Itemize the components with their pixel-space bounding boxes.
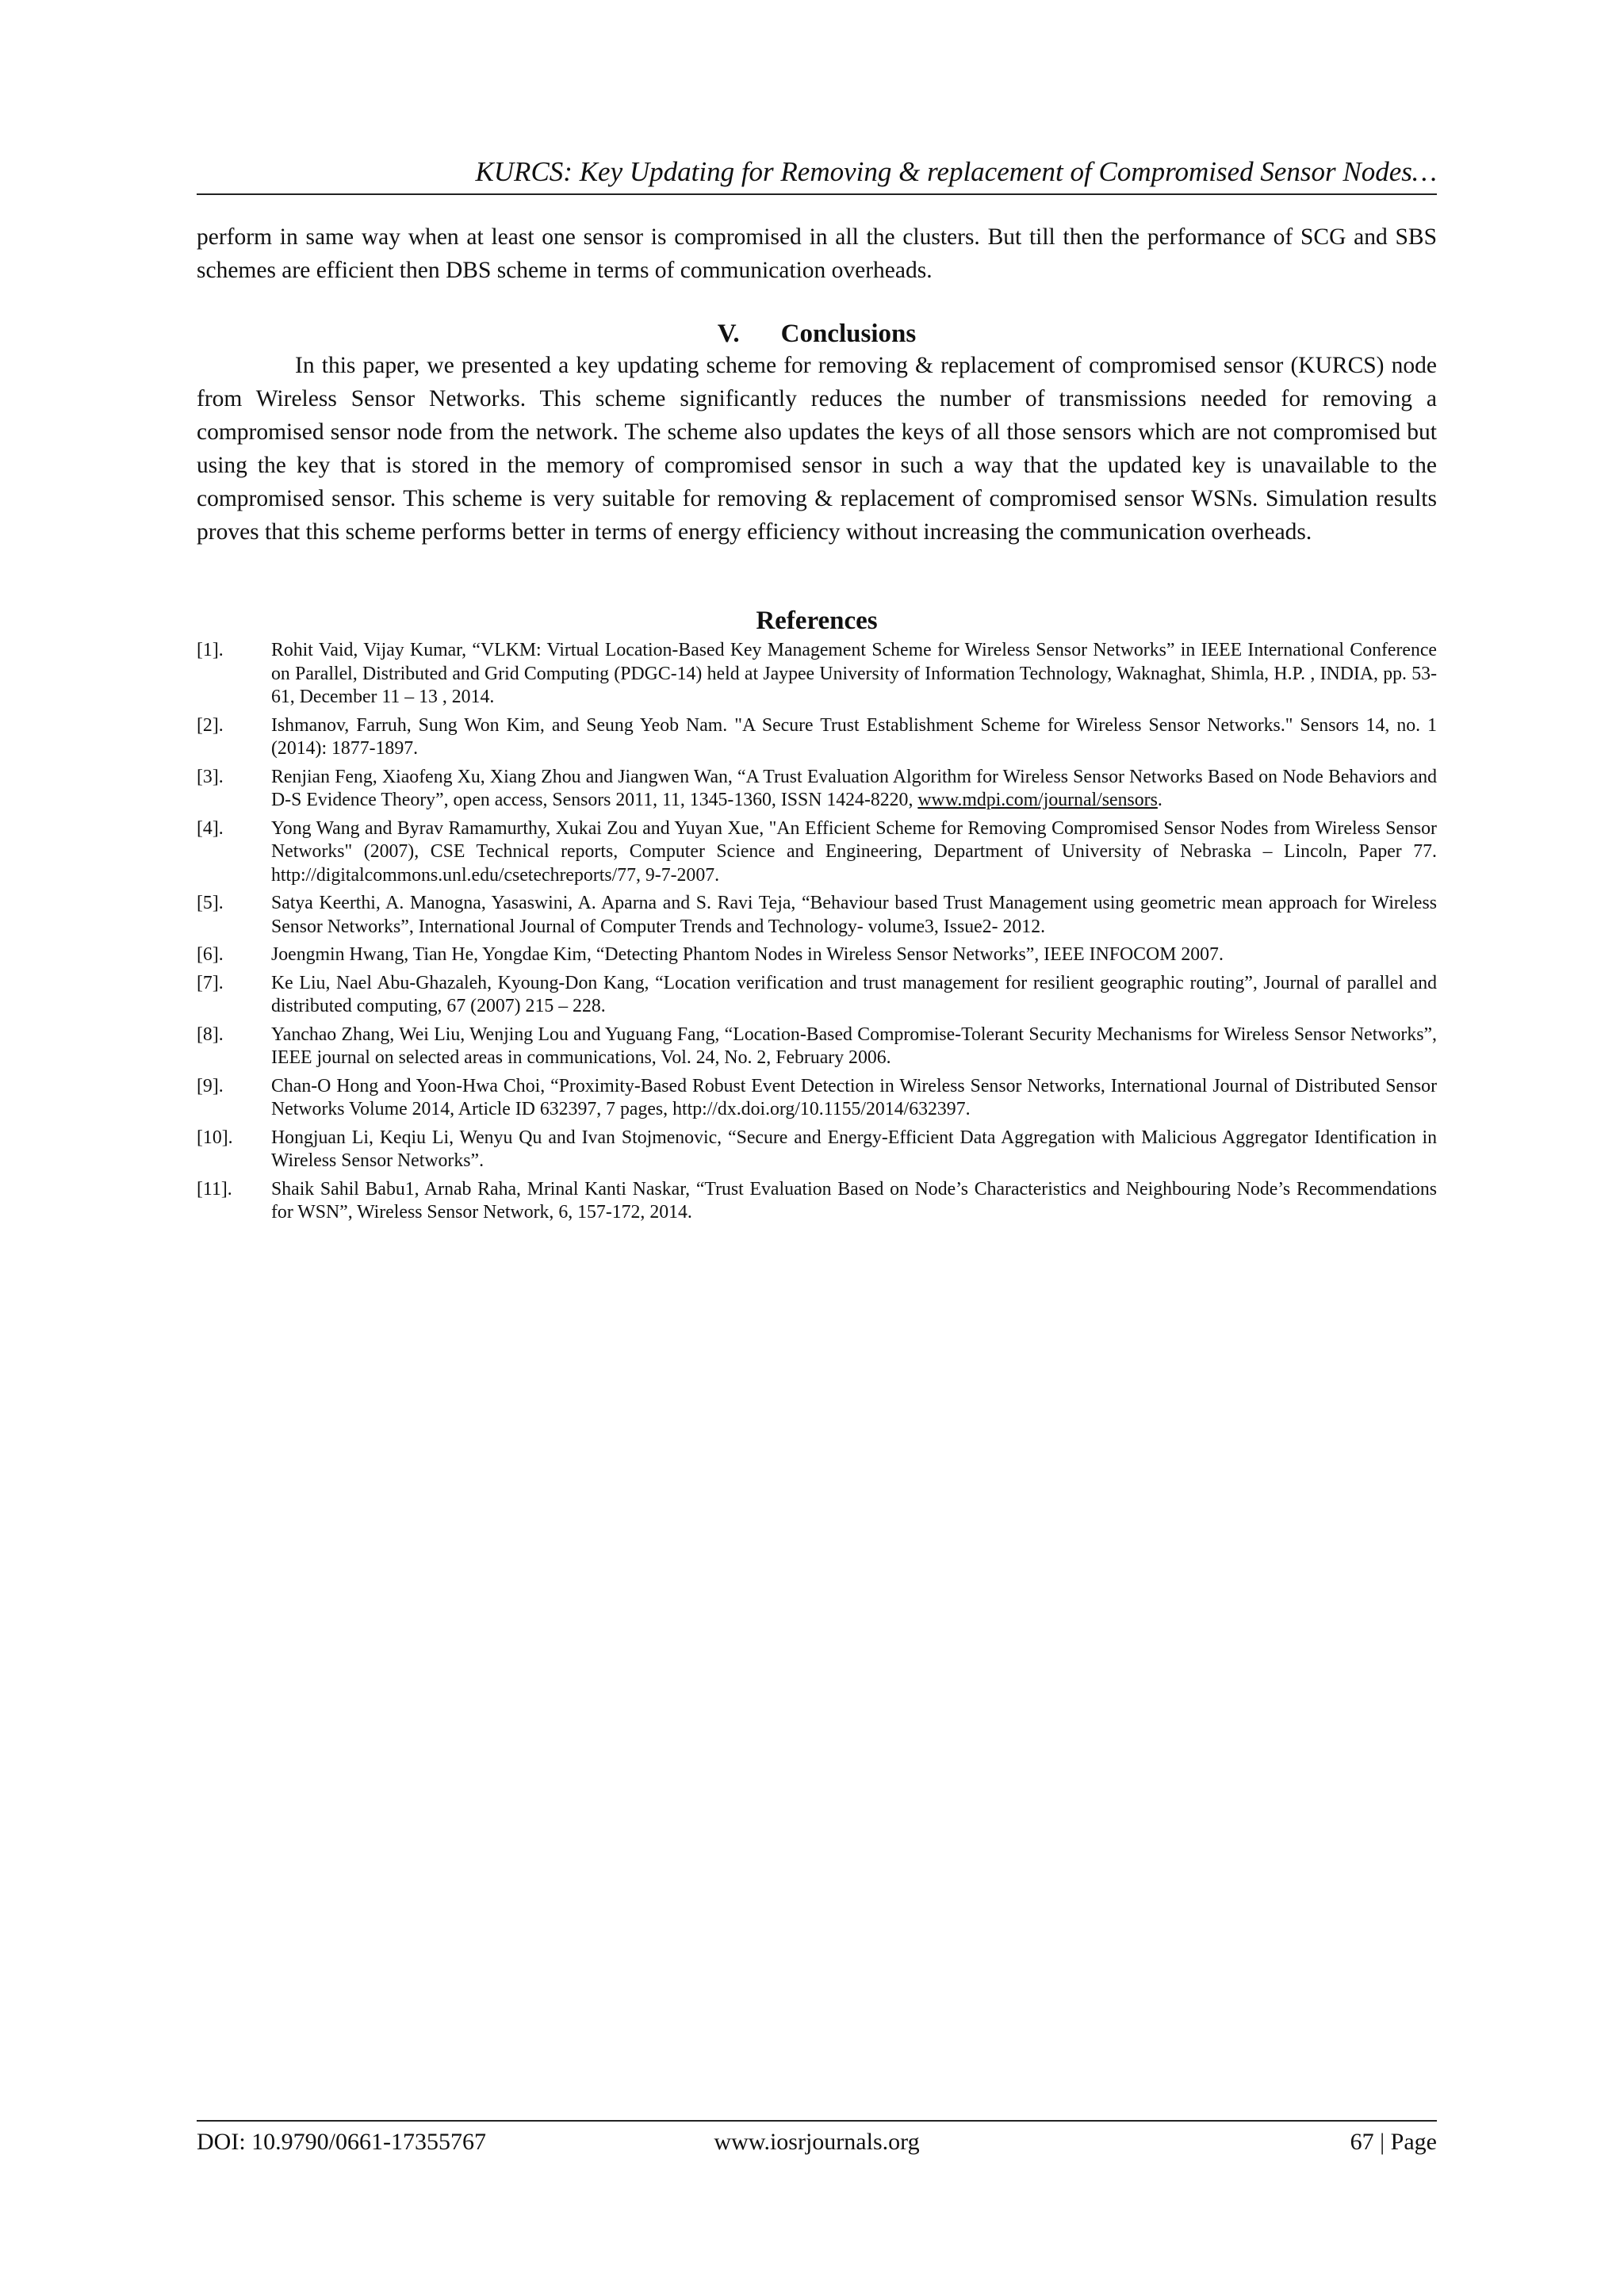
reference-number: [9]. [197, 1075, 224, 1096]
reference-link[interactable]: www.mdpi.com/journal/sensors [917, 790, 1158, 810]
reference-text: Joengmin Hwang, Tian He, Yongdae Kim, “Detecting Phantom Nodes in Wireless Sensor Networks”, IEEE INFOCOM 2007. [271, 944, 1224, 965]
reference-text: Hongjuan Li, Keqiu Li, Wenyu Qu and Ivan Stojmenovic, “Secure and Energy-Efficient Data Aggregation with Malicious Aggregator Identification in Wireless Sensor Networks”. [271, 1127, 1437, 1171]
conclusion-paragraph: In this paper, we presented a key updating scheme for removing & replacement of compromised sensor (KURCS) node from Wireless Sensor Networks. This scheme significantly reduces the number of transmissions needed for removing a compromised sensor node from the network. The scheme also updates the keys of all those sensors which are not compromised but using the key that is stored in the memory of compromised sensor in such a way that the updated key is unavailable to the compromised sensor. This scheme is very suitable for removing & replacement of compromised sensor WSNs. Simulation results proves that this scheme performs better in terms of energy efficiency without increasing the communication overheads. [197, 353, 1437, 545]
reference-number: [11]. [197, 1178, 232, 1200]
footer-rule [197, 2120, 1437, 2122]
section-title: Conclusions [780, 320, 917, 348]
reference-item [197, 1075, 1437, 1122]
reference-text-container [271, 766, 1437, 813]
page-footer [197, 2126, 1437, 2158]
reference-item [197, 639, 1437, 710]
reference-text: Yong Wang and Byrav Ramamurthy, Xukai Zou and Yuyan Xue, "An Efficient Scheme for Removing Compromised Sensor Nodes from Wireless Sensor Networks" (2007), CSE Technical reports, Computer Science and Engineering, Department of University of Nebraska – Lincoln, Paper 77. http://digitalcommons.unl.edu/csetechreports/77, 9-7-2007. [271, 817, 1437, 886]
reference-number: [8]. [197, 1024, 224, 1045]
reference-text: Ke Liu, Nael Abu-Ghazaleh, Kyoung-Don Kang, “Location verification and trust management for resilient geographic routing”, Journal of parallel and distributed computing, 67 (2007) 215 – 228. [271, 972, 1437, 1016]
reference-item [197, 766, 1437, 813]
reference-number: [7]. [197, 972, 224, 993]
references-heading: References [756, 607, 878, 635]
reference-item [197, 1178, 1437, 1225]
intro-paragraph: perform in same way when at least one sensor is compromised in all the clusters. But till then the performance of SCG and SBS schemes are efficient then DBS scheme in terms of communication overheads. [197, 224, 1437, 283]
reference-item [197, 817, 1437, 888]
footer-doi: DOI: 10.9790/0661-17355767 [197, 2129, 486, 2155]
paper-page [197, 0, 1437, 2296]
reference-number: [1]. [197, 640, 224, 660]
reference-text: Ishmanov, Farruh, Sung Won Kim, and Seung Yeob Nam. "A Secure Trust Establishment Scheme for Wireless Sensor Networks." Sensors 14, no. 1 (2014): 1877-1897. [271, 714, 1437, 759]
reference-item [197, 714, 1437, 761]
reference-number: [4]. [197, 817, 224, 839]
footer-page-number: 67 | Page [1350, 2129, 1437, 2155]
reference-item [197, 943, 1437, 967]
reference-text-end: . [1157, 790, 1162, 810]
reference-text: Rohit Vaid, Vijay Kumar, “VLKM: Virtual Location-Based Key Management Scheme for Wireless Sensor Networks” in IEEE International Conference on Parallel, Distributed and Grid Computing (PDGC-14) held at Jaypee University of Information Technology, Waknaghat, Shimla, H.P. , INDIA, pp. 53-61, December 11 – 13 , 2014. [271, 640, 1437, 707]
reference-list [197, 639, 1437, 1230]
running-header: KURCS: Key Updating for Removing & replacement of Compromised Sensor Nodes… [475, 156, 1437, 187]
reference-number: [2]. [197, 714, 224, 736]
section-number: V. [717, 320, 740, 348]
section-heading [197, 317, 1437, 350]
reference-text: Renjian Feng, Xiaofeng Xu, Xiang Zhou and Jiangwen Wan, “A Trust Evaluation Algorithm for Wireless Sensor Networks Based on Node Behaviors and D-S Evidence Theory”, open access, Sensors 2011, 11, 1345-1360, ISSN 1424-8220, [271, 766, 1437, 810]
reference-text: Shaik Sahil Babu1, Arnab Raha, Mrinal Kanti Naskar, “Trust Evaluation Based on Node’s Characteristics and Neighbouring Node’s Recommendations for WSN”, Wireless Sensor Network, 6, 157-172, 2014. [271, 1178, 1437, 1223]
reference-item [197, 972, 1437, 1019]
reference-text: Satya Keerthi, A. Manogna, Yasaswini, A. Aparna and S. Ravi Teja, “Behaviour based Trust Management using geometric mean approach for Wireless Sensor Networks”, International Journal of Computer Trends and Technology- volume3, Issue2- 2012. [271, 893, 1437, 937]
reference-item [197, 1024, 1437, 1070]
reference-number: [6]. [197, 944, 224, 965]
reference-number: [5]. [197, 893, 224, 913]
reference-text: Yanchao Zhang, Wei Liu, Wenjing Lou and Yuguang Fang, “Location-Based Compromise-Tolerant Security Mechanisms for Wireless Sensor Networks”, IEEE journal on selected areas in communications, Vol. 24, No. 2, February 2006. [271, 1024, 1437, 1068]
reference-text: Chan-O Hong and Yoon-Hwa Choi, “Proximity-Based Robust Event Detection in Wireless Sensor Networks, International Journal of Distributed Sensor Networks Volume 2014, Article ID 632397, 7 pages, http://dx.doi.org/10.1155/2014/632397. [271, 1075, 1437, 1119]
reference-number: [10]. [197, 1127, 233, 1148]
reference-item [197, 892, 1437, 939]
footer-site: www.iosrjournals.org [714, 2129, 920, 2155]
reference-item [197, 1127, 1437, 1173]
header-rule [197, 193, 1437, 195]
reference-number: [3]. [197, 766, 224, 787]
